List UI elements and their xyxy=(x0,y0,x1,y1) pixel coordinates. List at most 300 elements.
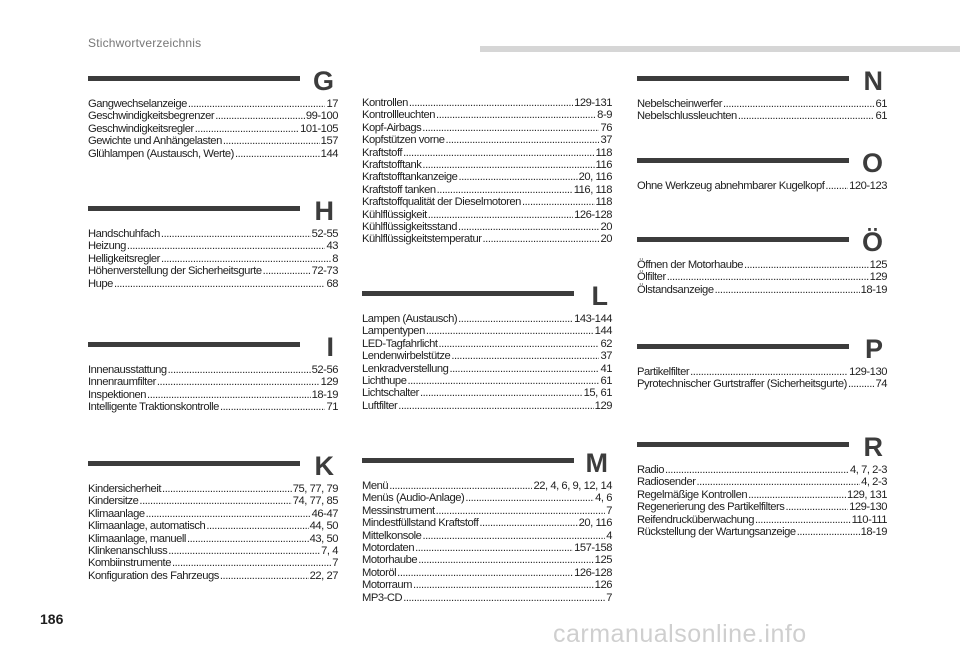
section-heading xyxy=(637,434,887,464)
entry-pages: 52-56 xyxy=(311,364,338,376)
section-l xyxy=(362,283,612,412)
entry-pages: 4, 6 xyxy=(595,492,612,505)
dot-leader xyxy=(114,278,326,290)
heading-rule xyxy=(88,76,300,81)
entry-pages: 101-105 xyxy=(300,122,338,135)
index-entry xyxy=(88,123,338,135)
index-entry xyxy=(362,363,612,375)
index-entry xyxy=(637,514,887,526)
entry-pages: 61 xyxy=(600,375,612,388)
entry-term: Gewichte und Anhängelasten xyxy=(88,135,222,148)
index-entry xyxy=(88,265,338,277)
entry-term: Klimaanlage xyxy=(88,507,145,520)
entry-pages: 126-128 xyxy=(574,566,612,579)
index-entry xyxy=(362,505,612,517)
entry-pages: 61 xyxy=(875,110,887,123)
entry-pages: 20, 116 xyxy=(578,517,612,530)
entry-pages: 68 xyxy=(326,277,338,290)
section-letter: K xyxy=(314,451,334,481)
dot-leader xyxy=(697,476,861,488)
entry-term: Kraftstofftank xyxy=(362,159,422,172)
entry-pages: 126 xyxy=(594,579,612,592)
dot-leader xyxy=(162,483,292,495)
entry-term: Innenausstattung xyxy=(88,364,167,376)
heading-rule xyxy=(637,344,849,349)
entry-pages: 44, 50 xyxy=(309,520,338,533)
section-letter: G xyxy=(312,66,334,96)
dot-leader xyxy=(146,508,311,520)
entry-term: Lenkradverstellung xyxy=(362,362,449,375)
heading-rule xyxy=(88,206,300,211)
dot-leader xyxy=(415,542,573,554)
dot-leader xyxy=(451,350,599,362)
dot-leader xyxy=(436,109,596,121)
entry-pages: 8-9 xyxy=(597,109,612,122)
dot-leader xyxy=(161,228,311,240)
section-letter: I xyxy=(326,332,334,362)
index-entry xyxy=(637,259,887,271)
dot-leader xyxy=(215,110,305,122)
entry-pages: 8 xyxy=(332,252,338,265)
entry-term: Kühlflüssigkeitsstand xyxy=(362,221,458,234)
entry-pages: 4, 2-3 xyxy=(861,476,887,489)
entry-pages: 129 xyxy=(869,271,887,284)
entry-pages: 46-47 xyxy=(311,507,338,520)
entry-pages: 4, 7, 2-3 xyxy=(850,464,887,476)
dot-leader xyxy=(744,259,869,271)
section-letter: N xyxy=(863,66,883,96)
index-entry xyxy=(88,557,338,569)
entry-pages: 61 xyxy=(875,98,887,110)
index-entry xyxy=(362,338,612,350)
entry-term: Nebelschlussleuchten xyxy=(637,110,737,123)
index-entry xyxy=(362,313,612,325)
entry-pages: 74 xyxy=(875,378,887,391)
entry-term: Rückstellung der Wartungsanzeige xyxy=(637,526,796,539)
entry-term: Handschuhfach xyxy=(88,228,160,240)
dot-leader xyxy=(407,375,599,387)
index-entry xyxy=(362,325,612,337)
dot-leader xyxy=(667,271,869,283)
dot-leader xyxy=(479,517,577,529)
index-entry xyxy=(637,476,887,488)
index-entry xyxy=(637,110,887,122)
entry-pages: 120-123 xyxy=(849,180,887,192)
entry-pages: 15, 61 xyxy=(583,387,612,400)
section-o xyxy=(637,150,887,192)
index-entry xyxy=(637,464,887,476)
entry-pages: 4 xyxy=(606,529,612,542)
entry-pages: 62 xyxy=(600,337,612,350)
index-entry xyxy=(88,533,338,545)
dot-leader xyxy=(449,363,599,375)
dot-leader xyxy=(715,284,860,296)
entry-term: Öffnen der Motorhaube xyxy=(637,259,744,271)
entry-term: Kühlflüssigkeitstemperatur xyxy=(362,233,482,246)
dot-leader xyxy=(738,110,875,122)
index-entry xyxy=(362,233,612,245)
dot-leader xyxy=(755,514,851,526)
dot-leader xyxy=(220,401,326,413)
section-k-continued xyxy=(362,97,612,246)
entry-term: Motoröl xyxy=(362,566,397,579)
index-entry xyxy=(362,530,612,542)
heading-rule xyxy=(88,342,300,347)
entry-pages: 144 xyxy=(320,147,338,160)
dot-leader xyxy=(409,97,573,109)
index-entry xyxy=(88,148,338,160)
entry-term: Radiosender xyxy=(637,476,696,489)
index-entry xyxy=(88,228,338,240)
entry-term: Lendenwirbelstütze xyxy=(362,350,451,363)
index-entry xyxy=(88,98,338,110)
index-entry xyxy=(362,147,612,159)
entry-term: Gangwechselanzeige xyxy=(88,98,187,110)
entry-term: Innenraumfilter xyxy=(88,376,156,389)
index-entry xyxy=(88,253,338,265)
index-entry xyxy=(362,159,612,171)
section-p xyxy=(637,336,887,391)
index-entry xyxy=(362,134,612,146)
entry-term: Messinstrument xyxy=(362,504,435,517)
dot-leader xyxy=(420,387,583,399)
entry-pages: 37 xyxy=(600,134,612,147)
dot-leader xyxy=(748,489,846,501)
index-entry xyxy=(88,483,338,495)
dot-leader xyxy=(127,240,326,252)
dot-leader xyxy=(428,209,573,221)
entry-term: Mittelkonsole xyxy=(362,529,422,542)
heading-rule xyxy=(637,76,849,81)
entry-pages: 129 xyxy=(594,399,612,412)
entry-term: Ölfilter xyxy=(637,271,666,284)
entry-pages: 43, 50 xyxy=(309,532,338,545)
index-entry xyxy=(88,508,338,520)
heading-rule xyxy=(637,237,849,242)
index-entry xyxy=(88,376,338,388)
entry-pages: 75, 77, 79 xyxy=(292,483,338,495)
section-h xyxy=(88,198,338,290)
entry-term: Lampentypen xyxy=(362,325,425,338)
entry-term: Kombiinstrumente xyxy=(88,557,171,570)
dot-leader xyxy=(422,159,594,171)
entry-term: Partikelfilter xyxy=(637,366,690,378)
dot-leader xyxy=(422,530,605,542)
entry-pages: 41 xyxy=(600,362,612,375)
section-heading xyxy=(637,150,887,180)
index-entry xyxy=(637,180,887,192)
entry-term: MP3-CD xyxy=(362,591,403,604)
entry-term: Hupe xyxy=(88,277,113,290)
index-entry xyxy=(637,271,887,283)
dot-leader xyxy=(446,134,600,146)
section-m xyxy=(362,450,612,604)
index-entry xyxy=(637,378,887,390)
entry-term: Inspektionen xyxy=(88,388,147,401)
entry-term: LED-Tagfahrlicht xyxy=(362,337,438,350)
entry-pages: 18-19 xyxy=(311,388,338,401)
dot-leader xyxy=(403,592,605,604)
index-entry xyxy=(362,221,612,233)
index-entry xyxy=(88,278,338,290)
entry-term: Luftfilter xyxy=(362,399,398,412)
entry-pages: 116, 118 xyxy=(573,183,612,196)
entry-term: Klimaanlage, automatisch xyxy=(88,520,206,533)
heading-rule xyxy=(637,442,849,447)
entry-term: Kühlflüssigkeit xyxy=(362,208,427,221)
index-entry xyxy=(362,554,612,566)
entry-pages: 43 xyxy=(326,240,338,253)
dot-leader xyxy=(483,233,600,245)
entry-term: Kopfstützen vorne xyxy=(362,134,445,147)
index-entry xyxy=(88,520,338,532)
index-entry xyxy=(88,389,338,401)
section-g xyxy=(88,68,338,160)
entry-term: Glühlampen (Austausch, Werte) xyxy=(88,147,234,160)
entry-term: Kraftstofftankanzeige xyxy=(362,171,458,184)
watermark: carmanualsonline.info xyxy=(553,620,807,648)
index-entry xyxy=(637,489,887,501)
entry-term: Radio xyxy=(637,464,664,476)
entry-term: Klinkenanschluss xyxy=(88,545,168,558)
entry-pages: 126-128 xyxy=(574,208,612,221)
entry-term: Motorhaube xyxy=(362,554,418,567)
dot-leader xyxy=(465,492,594,504)
entry-pages: 17 xyxy=(326,98,338,110)
section-letter: P xyxy=(864,334,883,364)
dot-leader xyxy=(439,338,600,350)
dot-leader xyxy=(522,196,595,208)
entry-pages: 7 xyxy=(332,557,338,570)
dot-leader xyxy=(418,554,593,566)
section-oe xyxy=(637,229,887,296)
dot-leader xyxy=(195,123,299,135)
entry-pages: 76 xyxy=(600,121,612,134)
dot-leader xyxy=(220,570,309,582)
entry-pages: 37 xyxy=(600,350,612,363)
entry-term: Reifendrucküberwachung xyxy=(637,513,754,526)
section-heading xyxy=(637,336,887,366)
page-header xyxy=(0,0,960,60)
section-heading xyxy=(362,450,612,480)
dot-leader xyxy=(397,567,573,579)
dot-leader xyxy=(389,480,532,492)
heading-rule xyxy=(362,458,574,463)
entry-pages: 99-100 xyxy=(305,110,338,123)
dot-leader xyxy=(187,533,309,545)
entry-pages: 129-130 xyxy=(849,366,887,378)
entry-term: Kindersitze xyxy=(88,495,139,508)
section-r xyxy=(637,434,887,538)
dot-leader xyxy=(188,98,326,110)
entry-term: Kraftstoff xyxy=(362,146,403,159)
index-entry xyxy=(88,495,338,507)
dot-leader xyxy=(168,545,320,557)
entry-pages: 129-131 xyxy=(574,97,612,109)
header-bar xyxy=(480,46,960,52)
dot-leader xyxy=(422,122,599,134)
entry-term: Menü xyxy=(362,480,389,492)
index-entry xyxy=(637,98,887,110)
section-heading xyxy=(88,453,338,483)
entry-term: Intelligente Traktionskontrolle xyxy=(88,401,219,414)
entry-term: Ölstandsanzeige xyxy=(637,283,714,296)
section-letter: L xyxy=(591,281,608,311)
index-entry xyxy=(362,567,612,579)
entry-term: Kraftstoffqualität der Dieselmotoren xyxy=(362,196,521,209)
dot-leader xyxy=(665,464,849,476)
dot-leader xyxy=(235,148,320,160)
section-heading xyxy=(637,229,887,259)
dot-leader xyxy=(458,221,599,233)
entry-term: Lichtschalter xyxy=(362,387,419,400)
dot-leader xyxy=(458,171,577,183)
dot-leader xyxy=(785,501,848,513)
index-entry xyxy=(88,570,338,582)
dot-leader xyxy=(168,364,311,376)
dot-leader xyxy=(797,526,860,538)
entry-term: Klimaanlage, manuell xyxy=(88,532,186,545)
dot-leader xyxy=(157,376,320,388)
entry-pages: 7 xyxy=(606,504,612,517)
index-entry xyxy=(362,492,612,504)
index-entry xyxy=(362,517,612,529)
section-letter: Ö xyxy=(861,227,883,257)
entry-term: Kraftstoff tanken xyxy=(362,183,436,196)
index-entry xyxy=(362,375,612,387)
dot-leader xyxy=(172,557,331,569)
entry-pages: 18-19 xyxy=(860,283,887,296)
dot-leader xyxy=(403,147,594,159)
index-entry xyxy=(362,171,612,183)
heading-rule xyxy=(362,291,574,296)
index-entry xyxy=(362,579,612,591)
section-letter: H xyxy=(314,196,334,226)
index-entry xyxy=(362,122,612,134)
section-letter: O xyxy=(861,148,883,178)
entry-pages: 72-73 xyxy=(311,265,338,278)
entry-pages: 20, 116 xyxy=(578,171,612,184)
section-heading xyxy=(88,334,338,364)
entry-pages: 74, 77, 85 xyxy=(292,495,338,508)
dot-leader xyxy=(398,400,593,412)
entry-pages: 129-130 xyxy=(849,501,887,514)
heading-rule xyxy=(637,158,849,163)
entry-pages: 129 xyxy=(320,376,338,389)
dot-leader xyxy=(723,98,874,110)
entry-pages: 110-111 xyxy=(851,513,887,526)
section-letter: M xyxy=(585,448,608,478)
index-entry xyxy=(88,110,338,122)
entry-pages: 20 xyxy=(600,221,612,234)
index-entry xyxy=(362,592,612,604)
entry-pages: 143-144 xyxy=(574,313,612,325)
entry-term: Geschwindigkeitsbegrenzer xyxy=(88,110,215,123)
entry-pages: 7, 4 xyxy=(321,545,338,558)
entry-pages: 125 xyxy=(594,554,612,567)
entry-pages: 125 xyxy=(869,259,887,271)
entry-term: Heizung xyxy=(88,240,126,253)
entry-pages: 71 xyxy=(326,401,338,414)
section-heading xyxy=(88,198,338,228)
entry-term: Kopf-Airbags xyxy=(362,121,422,134)
dot-leader xyxy=(223,135,320,147)
entry-term: Lampen (Austausch) xyxy=(362,313,458,325)
section-heading xyxy=(88,68,338,98)
index-entry xyxy=(362,184,612,196)
entry-pages: 22, 27 xyxy=(309,569,338,582)
dot-leader xyxy=(458,313,573,325)
entry-term: Helligkeitsregler xyxy=(88,252,160,265)
dot-leader xyxy=(825,180,848,192)
section-heading xyxy=(637,68,887,98)
index-entry xyxy=(88,364,338,376)
entry-pages: 157 xyxy=(320,135,338,148)
entry-term: Lichthupe xyxy=(362,375,407,388)
entry-pages: 118 xyxy=(595,196,612,209)
heading-rule xyxy=(88,461,300,466)
entry-term: Höhenverstellung der Sicherheitsgurte xyxy=(88,265,262,278)
entry-term: Nebelscheinwerfer xyxy=(637,98,723,110)
index-entry xyxy=(362,542,612,554)
dot-leader xyxy=(436,505,606,517)
entry-term: Pyrotechnischer Gurtstraffer (Sicherheitsgurte) xyxy=(637,378,847,391)
dot-leader xyxy=(206,520,308,532)
entry-pages: 7 xyxy=(606,591,612,604)
entry-pages: 18-19 xyxy=(860,526,887,539)
entry-pages: 116 xyxy=(595,159,612,172)
index-entry xyxy=(637,284,887,296)
index-entry xyxy=(362,97,612,109)
entry-term: Motorraum xyxy=(362,579,413,592)
entry-term: Kindersicherheit xyxy=(88,483,162,495)
index-entry xyxy=(362,109,612,121)
entry-pages: 22, 4, 6, 9, 12, 14 xyxy=(533,480,612,492)
entry-term: Kontrollleuchten xyxy=(362,109,436,122)
index-entry xyxy=(637,526,887,538)
section-k xyxy=(88,453,338,582)
section-i xyxy=(88,334,338,414)
index-entry xyxy=(637,501,887,513)
entry-term: Geschwindigkeitsregler xyxy=(88,122,194,135)
dot-leader xyxy=(848,378,875,390)
index-entry xyxy=(362,480,612,492)
entry-term: Konfiguration des Fahrzeugs xyxy=(88,569,219,582)
dot-leader xyxy=(147,389,311,401)
entry-term: Regenerierung des Partikelfilters xyxy=(637,501,785,514)
dot-leader xyxy=(413,579,594,591)
index-entry xyxy=(88,401,338,413)
index-entry xyxy=(362,196,612,208)
section-n xyxy=(637,68,887,123)
index-entry xyxy=(362,209,612,221)
dot-leader xyxy=(426,325,594,337)
entry-pages: 20 xyxy=(600,233,612,246)
entry-term: Ohne Werkzeug abnehmbarer Kugelkopf xyxy=(637,180,825,192)
index-entry xyxy=(88,545,338,557)
header-title: Stichwortverzeichnis xyxy=(88,36,202,50)
entry-term: Menüs (Audio-Anlage) xyxy=(362,492,465,505)
entry-term: Mindestfüllstand Kraftstoff xyxy=(362,517,479,530)
entry-term: Kontrollen xyxy=(362,97,408,109)
index-entry xyxy=(362,387,612,399)
dot-leader xyxy=(161,253,331,265)
index-entry xyxy=(362,400,612,412)
index-entry xyxy=(88,135,338,147)
index-entry xyxy=(637,366,887,378)
index-entry xyxy=(362,350,612,362)
dot-leader xyxy=(139,495,291,507)
